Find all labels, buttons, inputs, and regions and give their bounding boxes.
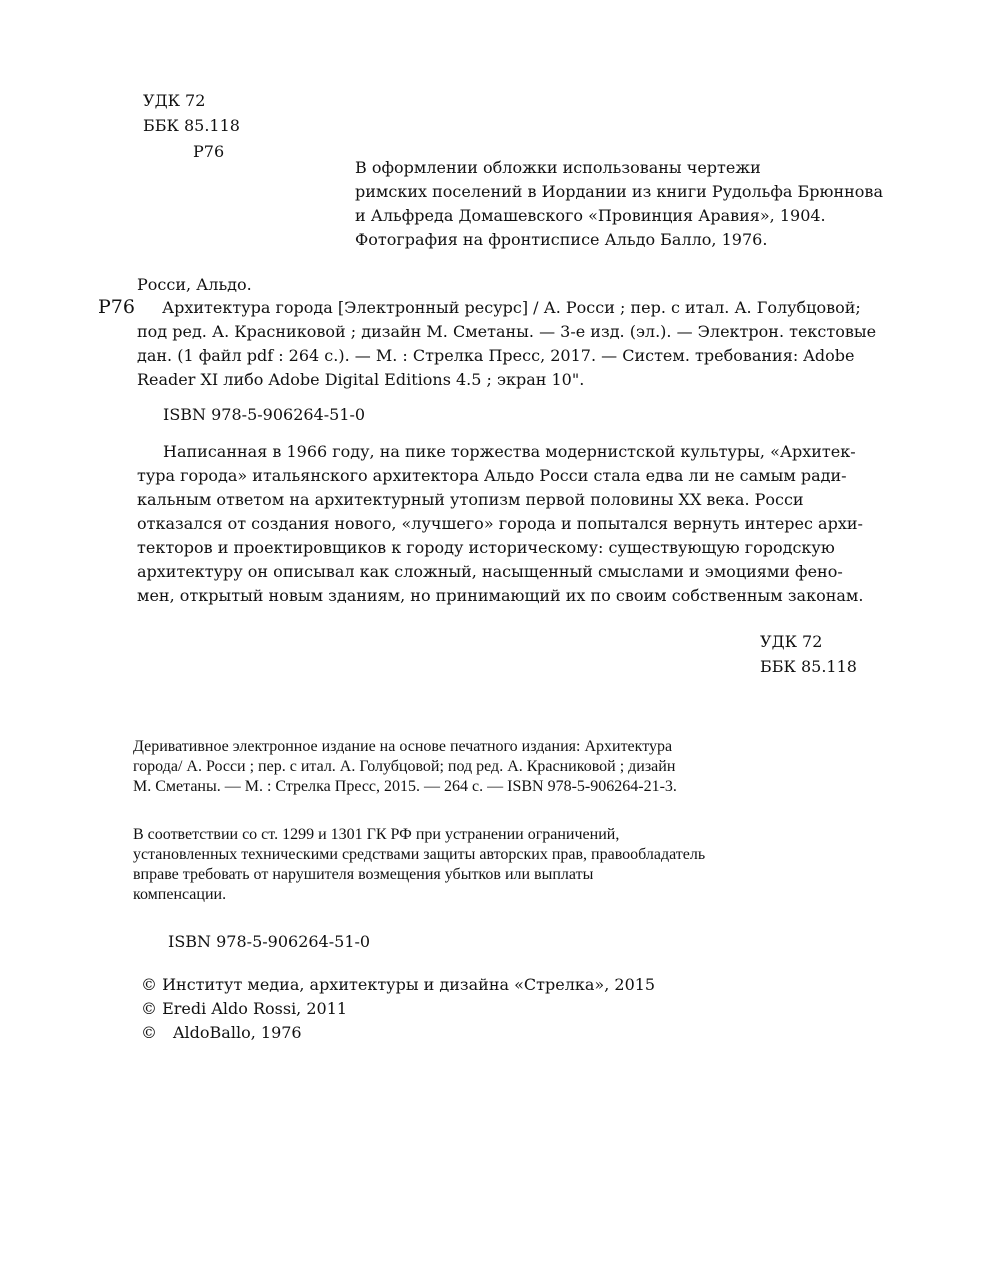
copyright-symbol: ©: [141, 1023, 157, 1042]
bib-line: Архитектура города [Электронный ресурс] / А. Росси ; пер. с итал. А. Голубцовой;: [162, 298, 861, 317]
isbn-footer: ISBN 978-5-906264-51-0: [168, 932, 371, 951]
bib-line: дан. (1 файл pdf : 264 с.). — М. : Стрелка Пресс, 2017. — Систем. требования: Adobe: [137, 346, 855, 365]
author-code: Р76: [193, 142, 225, 161]
annotation: [137, 440, 863, 608]
derivative-line: Деривативное электронное издание на основе печатного издания: Архитектура: [133, 738, 673, 755]
bib-line: под ред. А. Красниковой ; дизайн М. Сметаны. — 3-е изд. (эл.). — Электрон. текстовые: [137, 322, 877, 341]
annotation-line: кальным ответом на архитектурный утопизм первой половины XX века. Росси: [137, 490, 804, 509]
annotation-line: тура города» итальянского архитектора Альдо Росси стала едва ли не самым ради-: [137, 466, 847, 485]
rights-line: В соответствии со ст. 1299 и 1301 ГК РФ при устранении ограничений,: [133, 826, 620, 843]
bibliographic-description: [137, 296, 876, 392]
cover-note-line: В оформлении обложки использованы чертежи: [355, 158, 761, 177]
copyright-line: © Институт медиа, архитектуры и дизайна «Стрелка», 2015: [141, 975, 656, 994]
annotation-line: отказался от создания нового, «лучшего» города и попытался вернуть интерес архи-: [137, 514, 863, 533]
rights-line: вправе требовать от нарушителя возмещения убытков или выплаты: [133, 866, 594, 883]
rights-line: установленных техническими средствами защиты авторских прав, правообладатель: [133, 846, 706, 863]
copyright-line: © Eredi Aldo Rossi, 2011: [141, 999, 348, 1018]
derivative-edition-note: [133, 737, 677, 797]
cover-note: [355, 156, 883, 252]
rights-line: компенсации.: [133, 886, 227, 903]
udk-code-bottom: УДК 72: [760, 632, 823, 651]
annotation-line: мен, открытый новым зданиям, но принимающий их по своим собственным законам.: [137, 586, 864, 605]
derivative-line: М. Сметаны. — М. : Стрелка Пресс, 2015. — 264 с. — ISBN 978-5-906264-21-3.: [133, 778, 677, 795]
bbk-code-bottom: ББК 85.118: [760, 657, 857, 676]
cover-note-line: Фотография на фронтисписе Альдо Балло, 1976.: [355, 230, 768, 249]
derivative-line: города/ А. Росси ; пер. с итал. А. Голубцовой; под ред. А. Красниковой ; дизайн: [133, 758, 676, 775]
annotation-line: текторов и проектировщиков к городу историческому: существующую городскую: [137, 538, 835, 557]
copyright-line: [141, 1021, 302, 1045]
cover-note-line: и Альфреда Домашевского «Провинция Аравия», 1904.: [355, 206, 826, 225]
bbk-code: ББК 85.118: [143, 116, 240, 135]
author-code-margin: Р76: [98, 296, 135, 318]
bib-line: Reader XI либо Adobe Digital Editions 4.5 ; экран 10".: [137, 370, 585, 389]
udk-code: УДК 72: [143, 91, 206, 110]
rights-note: [133, 825, 705, 905]
author-heading: Росси, Альдо.: [137, 275, 252, 294]
copyright-holder: AldoBallo, 1976: [173, 1023, 302, 1042]
annotation-line: архитектуру он описывал как сложный, насыщенный смыслами и эмоциями фено-: [137, 562, 843, 581]
isbn: ISBN 978-5-906264-51-0: [163, 405, 366, 424]
cover-note-line: римских поселений в Иордании из книги Рудольфа Брюннова: [355, 182, 883, 201]
annotation-line: Написанная в 1966 году, на пике торжества модернистской культуры, «Архитек-: [163, 442, 856, 461]
